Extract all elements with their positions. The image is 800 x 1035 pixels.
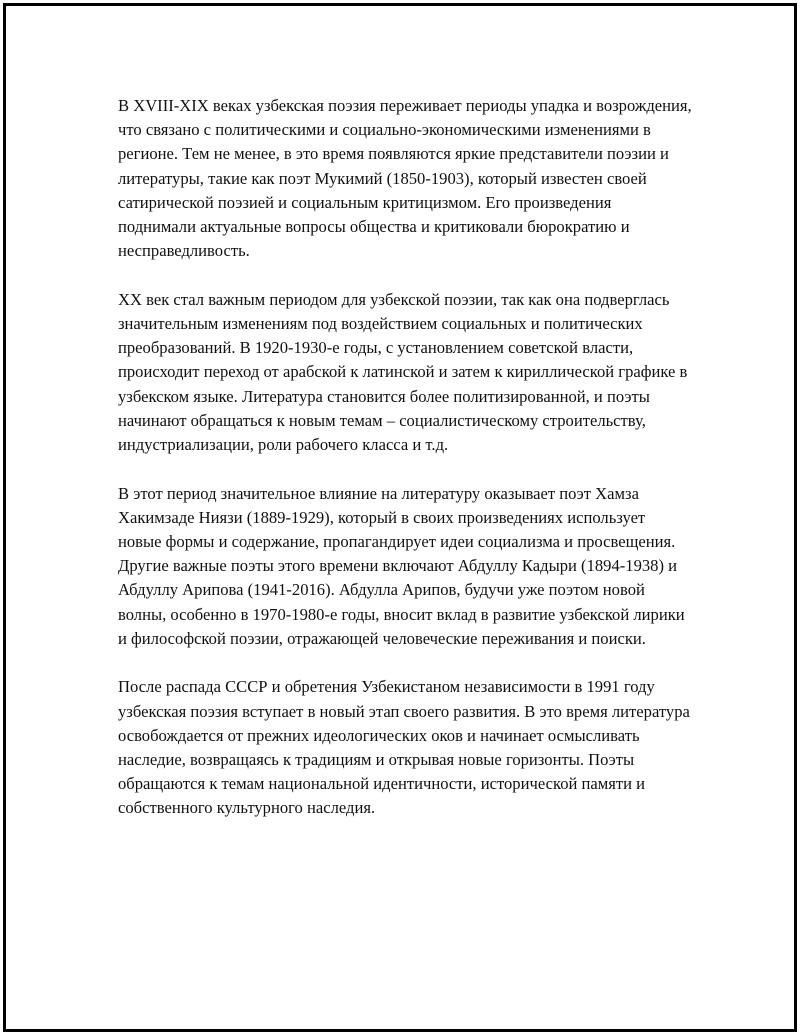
paragraph-3: В этот период значительное влияние на литературу оказывает поэт Хамза Хакимзаде Ниязи (1889-1929), который в своих произведениях использует новые формы и содержание, пропагандирует идеи социализма и просвещения. Другие важные поэты этого времени включают Абдуллу Кадыри (1894-1938) и Абдуллу Арипова (1941-2016). Абдулла Арипов, будучи уже поэтом новой волны, особенно в 1970-1980-е годы, вносит вклад в развитие узбекской лирики и философской поэзии, отражающей человеческие переживания и поиски.: [118, 483, 685, 648]
document-body: [118, 94, 692, 845]
paragraph-4: После распада СССР и обретения Узбекистаном независимости в 1991 году узбекская поэзия вступает в новый этап своего развития. В это время литература освобождается от прежних идеологических оков и начинает осмысливать наследие, возвращаясь к традициям и открывая новые горизонты. Поэты обращаются к темам национальной идентичности, исторической памяти и собственного культурного наследия.: [118, 677, 690, 818]
paragraph-2: XX век стал важным периодом для узбекской поэзии, так как она подверглась значительным изменениям под воздействием социальных и политических преобразований. В 1920-1930-е годы, с установлением советской власти, происходит переход от арабской к латинской и затем к кириллической графике в узбекском языке. Литература становится более политизированной, и поэты начинают обращаться к новым темам – социалистическому строительству, индустриализации, роли рабочего класса и т.д.: [118, 289, 688, 455]
paragraph-1: В XVIII-XIX веках узбекская поэзия переживает периоды упадка и возрождения, что связано с политическими и социально-экономическими изменениями в регионе. Тем не менее, в это время появляются яркие представители поэзии и литературы, такие как поэт Мукимий (1850-1903), который известен своей сатирической поэзией и социальным критицизмом. Его произведения поднимали актуальные вопросы общества и критиковали бюрократию и несправедливость.: [118, 96, 692, 261]
